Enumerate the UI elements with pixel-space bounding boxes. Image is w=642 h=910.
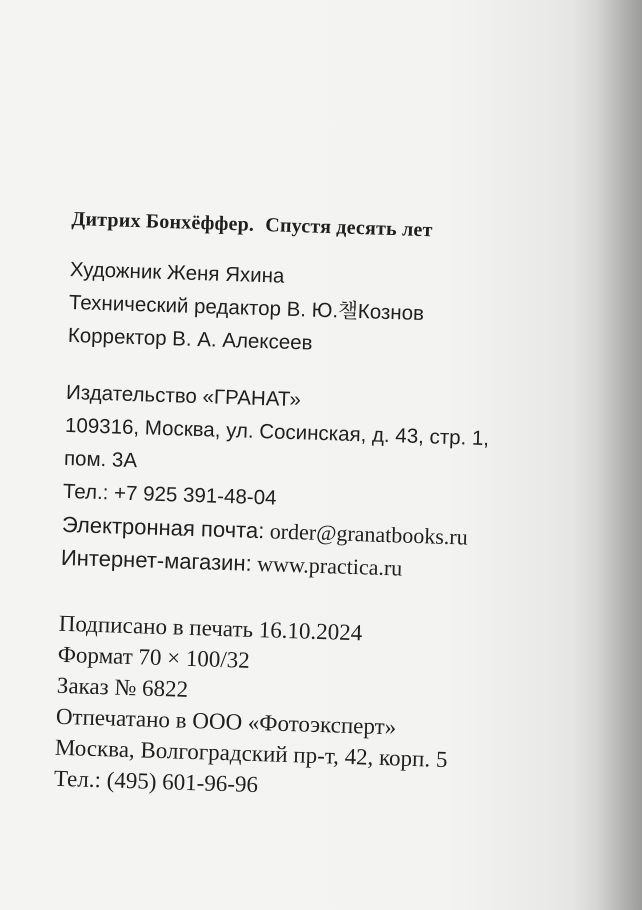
printed-by: Отпечатано в ООО «Фотоэксперт» [55,703,397,740]
printer-phone: Тел.: (495) 601-96-96 [53,765,259,798]
shop-value: www.practica.ru [256,551,403,581]
publisher-name: Издательство «ГРАНАТ» [65,380,302,412]
print-signed-date: Подписано в печать 16.10.2024 [58,610,363,646]
email-value: order@granatbooks.ru [269,518,469,550]
bleed-through-text [57,12,543,199]
credit-technical-editor: Технический редактор В. Ю.챌Кознов [68,290,425,326]
credit-artist: Художник Женя Яхина [69,257,285,288]
print-info-block [53,608,579,810]
publisher-address-line1: 109316, Москва, ул. Сосинская, д. 43, стр. 1, [64,413,490,451]
print-order-number: Заказ № 6822 [56,672,189,702]
book-title: Спустя десять лет [265,214,433,242]
author-name: Дитрих Бонхёффер. [71,207,255,236]
publisher-block [60,376,586,590]
credits-block [67,253,590,368]
book-title-line [71,205,592,249]
imprint-block [53,205,591,810]
credit-proofreader: Корректор В. А. Алексеев [67,323,313,355]
print-format: Формат 70 × 100/32 [57,641,251,673]
publisher-address-line2: пом. 3А [63,446,138,473]
printer-address: Москва, Волгоградский пр-т, 42, корп. 5 [54,734,448,773]
email-label: Электронная почта: [61,511,265,544]
shop-label: Интернет-магазин: [60,544,253,576]
publisher-phone: Тел.: +7 925 391-48-04 [62,479,277,510]
